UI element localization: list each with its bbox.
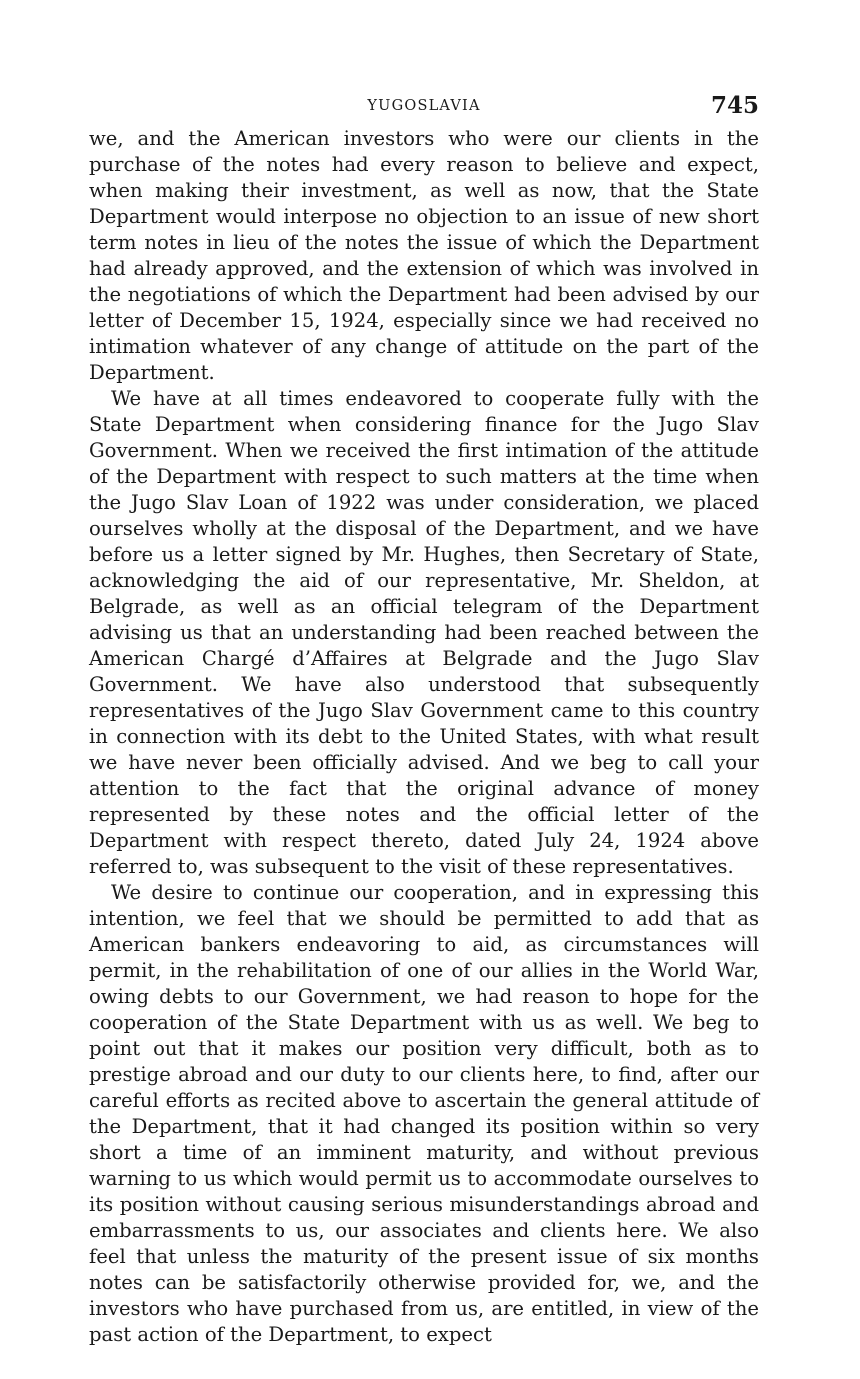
paragraph-3: We desire to continue our cooperation, and in expressing this intention, we feel that we should be permitted to add that as American bankers endeavoring to aid, as circumstances will permit, in the rehabilitation of one of our allies in the World War, owing debts to our Government, we had reason to hope for the cooperation of the State Department with us as well. We beg to point out that it makes our position very difficult, both as to prestige abroad and our duty to our clients here, to find, after our careful efforts as recited above to ascertain the general attitude of the Department, that it had changed its position within so very short a time of an imminent maturity, and without previous warning to us which would permit us to accommodate ourselves to its position without causing serious misunderstandings abroad and embarrassments to us, our associates and clients here. We also feel that unless the maturity of the present issue of six months notes can be satisfactorily otherwise provided for, we, and the investors who have purchased from us, are entitled, in view of the past action of the Department, to expect — [89, 881, 759, 1346]
running-header — [89, 92, 759, 126]
body-text — [89, 126, 759, 1348]
document-page — [89, 92, 759, 1348]
paragraph-1: we, and the American investors who were our clients in the purchase of the notes had every reason to believe and expect, when making their investment, as well as now, that the State Department would interpose no objection to an issue of new short term notes in lieu of the notes the issue of which the Department had already approved, and the extension of which was involved in the negotiations of which the Department had been advised by our letter of December 15, 1924, especially since we had received no intimation whatever of any change of attitude on the part of the Department. — [89, 127, 759, 384]
paragraph-2: We have at all times endeavored to cooperate fully with the State Department when considering finance for the Jugo Slav Government. When we received the first intimation of the attitude of the Department with respect to such matters at the time when the Jugo Slav Loan of 1922 was under consideration, we placed ourselves wholly at the disposal of the Department, and we have before us a letter signed by Mr. Hughes, then Secretary of State, acknowledging the aid of our representative, Mr. Sheldon, at Belgrade, as well as an official telegram of the Department advising us that an understanding had been reached between the American Chargé d’Affaires at Belgrade and the Jugo Slav Government. We have also understood that subsequently representatives of the Jugo Slav Government came to this country in connection with its debt to the United States, with what result we have never been officially advised. And we beg to call your attention to the fact that the original advance of money represented by these notes and the official letter of the Department with respect thereto, dated July 24, 1924 above referred to, was subsequent to the visit of these representatives. — [89, 387, 759, 878]
running-title: YUGOSLAVIA — [367, 98, 481, 114]
page-number: 745 — [710, 92, 759, 119]
